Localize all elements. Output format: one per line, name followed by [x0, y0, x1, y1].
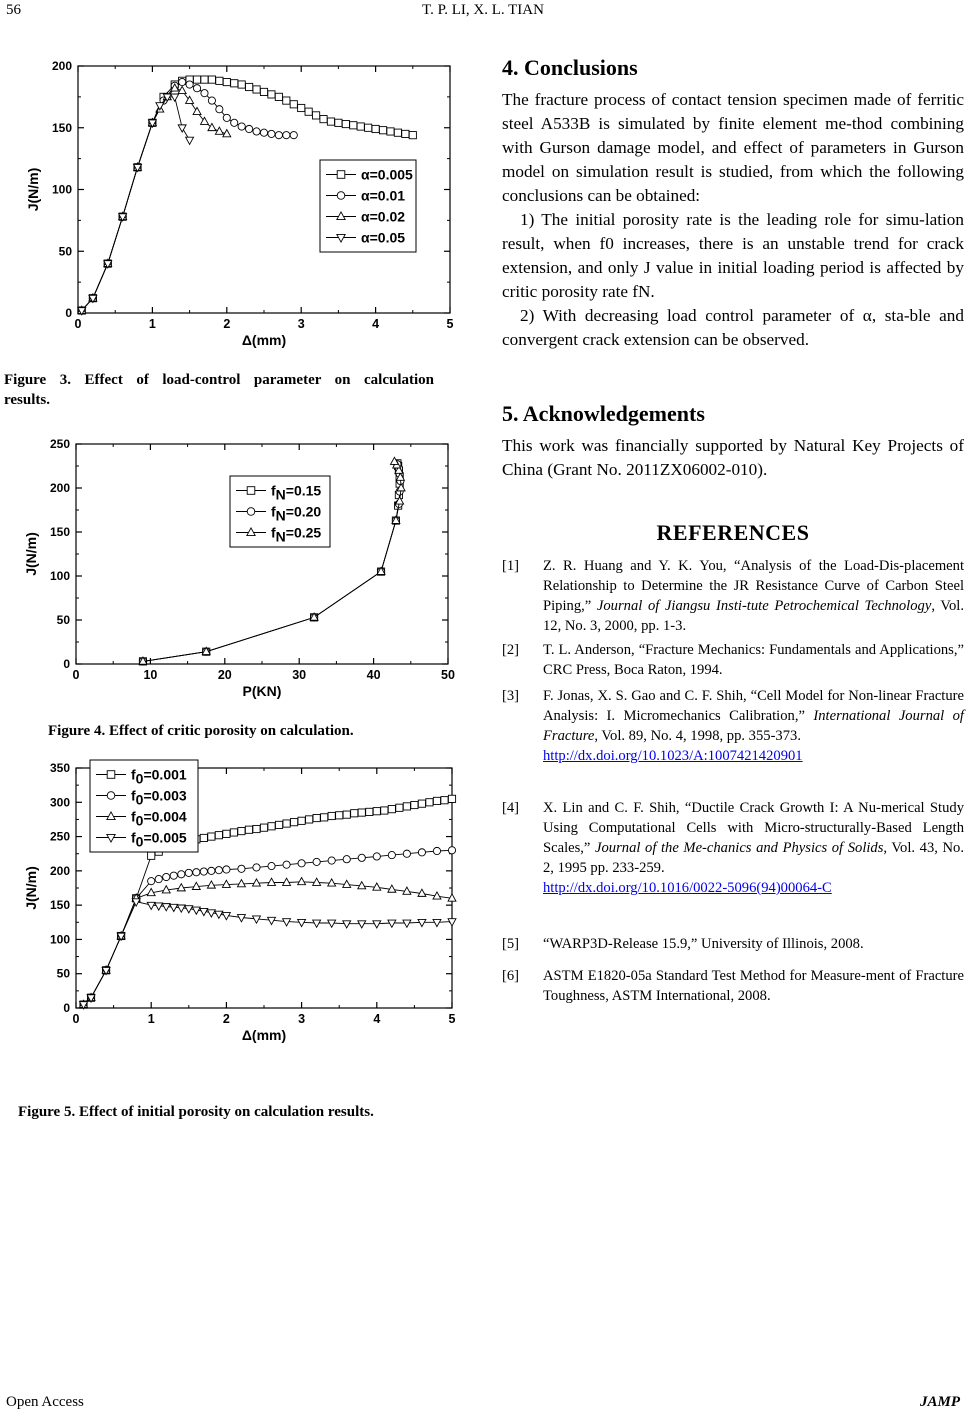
data-point	[379, 127, 386, 134]
y-tick-label: 250	[49, 437, 70, 451]
legend-entry: f0=0.001	[131, 766, 187, 787]
data-point	[357, 123, 364, 130]
y-tick-label: 100	[51, 182, 72, 197]
data-point	[223, 78, 230, 85]
legend-entry: f0=0.005	[131, 829, 187, 850]
data-point	[283, 97, 290, 104]
reference-item	[502, 556, 964, 636]
data-point	[306, 816, 313, 823]
data-point	[246, 83, 253, 90]
reference-doi-link[interactable]: http://dx.doi.org/10.1016/0022-5096(94)00064-C	[543, 880, 832, 896]
figure-5-caption: Figure 5. Effect of initial porosity on calculation results.	[18, 1104, 374, 1120]
data-point	[185, 869, 192, 876]
data-point	[298, 919, 306, 926]
data-point	[201, 90, 208, 97]
series-circle	[80, 847, 456, 1008]
data-point	[268, 91, 275, 98]
data-point	[148, 878, 155, 885]
data-point	[402, 130, 409, 137]
data-point	[260, 824, 267, 831]
data-point	[178, 871, 185, 878]
reference-item	[502, 640, 964, 680]
reference-text: X. Lin and C. F. Shih, “Ductile Crack Growth I: A Nu-merical Study Using Computational Cells with Micro-structurally-Based Length Scales,” Journal of the Me-chanics and Physics of Solids, Vol. 43, No. 2, 1995 pp. 233-259.	[543, 800, 964, 876]
data-point	[155, 875, 162, 882]
series-line	[84, 850, 453, 1004]
y-tick-label: 200	[51, 59, 72, 73]
data-point	[418, 800, 425, 807]
data-point	[433, 847, 440, 854]
reference-number: [1]	[502, 558, 520, 574]
data-point	[358, 921, 366, 928]
figure-3-caption-line2: results.	[4, 392, 50, 408]
data-point	[327, 118, 334, 125]
data-point	[418, 849, 425, 856]
figure-3-caption	[4, 370, 434, 410]
x-tick-label: 20	[217, 668, 232, 682]
chart-legend	[320, 160, 416, 252]
data-point	[290, 101, 297, 108]
data-point	[351, 810, 358, 817]
data-point	[208, 97, 215, 104]
data-point	[238, 827, 245, 834]
figure-4-chart	[2, 430, 462, 710]
data-point	[155, 903, 163, 910]
y-tick-label: 200	[49, 481, 70, 495]
data-point	[283, 132, 290, 139]
data-point	[448, 795, 455, 802]
data-point	[238, 865, 245, 872]
reference-text: T. L. Anderson, “Fracture Mechanics: Fundamentals and Applications,” CRC Press, Boca Raton, 1994.	[543, 642, 964, 678]
data-point	[313, 858, 320, 865]
data-point	[148, 852, 155, 859]
legend-entry: f0=0.004	[131, 808, 187, 829]
data-point	[247, 508, 255, 516]
data-point	[193, 107, 201, 114]
data-point	[433, 919, 441, 926]
y-tick-label: 100	[49, 932, 70, 947]
data-point	[178, 125, 186, 132]
chart-svg	[2, 758, 462, 1093]
y-tick-label: 0	[63, 1001, 70, 1015]
series-triangle-down	[78, 94, 194, 315]
y-tick-label: 150	[51, 120, 72, 135]
reference-number: [2]	[502, 642, 520, 658]
data-point	[268, 917, 276, 924]
data-point	[388, 851, 395, 858]
data-point	[193, 76, 200, 83]
data-point	[342, 120, 349, 127]
y-axis-label: J(N/m)	[25, 167, 41, 212]
data-point	[260, 129, 267, 136]
data-point	[441, 797, 448, 804]
data-point	[328, 879, 336, 886]
data-point	[215, 127, 223, 134]
conclusions-section	[502, 55, 964, 352]
y-tick-label: 50	[58, 244, 72, 259]
data-point	[366, 808, 373, 815]
x-tick-label: 4	[372, 317, 380, 331]
reference-item	[502, 798, 964, 898]
legend-entry: α=0.005	[361, 166, 413, 183]
data-point	[179, 78, 186, 85]
y-axis-label: J(N/m)	[23, 532, 39, 576]
data-point	[335, 119, 342, 126]
data-point	[312, 112, 319, 119]
data-point	[343, 811, 350, 818]
reference-text: F. Jonas, X. S. Gao and C. F. Shih, “Cell Model for Non-linear Fracture Analysis: I. Micromechanics Calibration,” International Journal of Fracture, Vol. 89, No. 4, 1998, pp. 355-373.	[543, 688, 964, 744]
data-point	[337, 171, 345, 179]
data-point	[223, 830, 230, 837]
footer-open-access: Open Access	[6, 1394, 84, 1410]
data-point	[208, 123, 216, 130]
conclusions-heading: 4. Conclusions	[502, 55, 638, 80]
chart-svg	[2, 50, 462, 360]
legend-entry: f0=0.003	[131, 787, 187, 808]
reference-item	[502, 966, 964, 1006]
data-point	[177, 884, 185, 891]
data-point	[163, 873, 170, 880]
x-tick-label: 40	[366, 668, 381, 682]
data-point	[388, 920, 396, 927]
reference-item	[502, 686, 964, 766]
data-point	[223, 114, 230, 121]
series-line	[82, 97, 190, 311]
data-point	[358, 854, 365, 861]
reference-number: [6]	[502, 968, 520, 984]
reference-text: “WARP3D-Release 15.9,” University of Illinois, 2008.	[543, 936, 864, 952]
data-point	[372, 125, 379, 132]
data-point	[223, 866, 230, 873]
data-point	[387, 128, 394, 135]
data-point	[283, 861, 290, 868]
data-point	[328, 857, 335, 864]
data-point	[253, 128, 260, 135]
x-tick-label: 10	[143, 668, 158, 682]
chart-legend	[90, 760, 198, 852]
references-heading: REFERENCES	[656, 520, 810, 545]
y-tick-label: 0	[63, 657, 70, 671]
data-point	[147, 902, 155, 909]
data-point	[253, 879, 261, 886]
y-tick-label: 50	[56, 613, 70, 627]
data-point	[186, 81, 193, 88]
x-tick-label: 0	[72, 668, 80, 682]
data-point	[433, 797, 440, 804]
reference-doi-link[interactable]: http://dx.doi.org/10.1023/A:1007421420901	[543, 748, 803, 764]
data-point	[298, 878, 306, 885]
data-point	[298, 860, 305, 867]
data-point	[373, 921, 381, 928]
reference-item	[502, 934, 964, 954]
data-point	[275, 93, 282, 100]
reference-text: Z. R. Huang and Y. K. You, “Analysis of the Load-Dis-placement Relationship to Determine the JR Resistance Curve of Carbon Steel Piping,” Journal of Jiangsu Insti-tute Petrochemical Technology, Vol. 12, No. 3, 2000, pp. 1-3.	[543, 558, 965, 634]
figure-3-caption-line1: Figure 3. Effect of load-control parameter on calculation	[4, 372, 434, 388]
chart-legend	[230, 476, 330, 547]
data-point	[290, 819, 297, 826]
data-point	[207, 881, 215, 888]
figure-4-caption: Figure 4. Effect of critic porosity on calculation.	[48, 723, 354, 739]
x-tick-label: 2	[222, 1012, 230, 1026]
data-point	[343, 880, 351, 887]
data-point	[260, 88, 267, 95]
data-point	[411, 801, 418, 808]
data-point	[396, 804, 403, 811]
data-point	[230, 829, 237, 836]
data-point	[313, 878, 321, 885]
data-point	[320, 116, 327, 123]
data-point	[343, 856, 350, 863]
data-point	[107, 771, 115, 779]
acknowledgements-text: This work was financially supported by Natural Key Projects of China (Grant No. 2011ZX06002-010).	[502, 436, 964, 479]
data-point	[426, 799, 433, 806]
conclusions-item-2: 2) With decreasing load control parameter of α, sta-ble and convergent crack extension can be observed.	[502, 306, 964, 349]
data-point	[231, 80, 238, 87]
footer-journal: JAMP	[919, 1394, 960, 1410]
data-point	[448, 847, 455, 854]
data-point	[298, 817, 305, 824]
reference-number: [3]	[502, 688, 520, 704]
data-point	[388, 806, 395, 813]
series-line	[82, 82, 294, 310]
y-tick-label: 100	[49, 569, 70, 583]
data-point	[283, 820, 290, 827]
x-tick-label: 3	[298, 1012, 306, 1026]
x-tick-label: 1	[147, 1012, 155, 1026]
data-point	[253, 86, 260, 93]
data-point	[283, 919, 291, 926]
y-tick-label: 350	[49, 761, 70, 775]
data-point	[373, 808, 380, 815]
data-point	[238, 123, 245, 130]
x-axis-label: Δ(mm)	[241, 1027, 287, 1043]
data-point	[216, 77, 223, 84]
reference-number: [5]	[502, 936, 520, 952]
conclusions-intro: The fracture process of contact tension specimen made of ferritic steel A533B is simulated by finite element me-thod combining with Gurson damage model, and effect of parameters in Gurson model on simulation result is studied, from which the following conclusions can be obtained:	[502, 90, 964, 205]
x-tick-label: 30	[292, 668, 307, 682]
data-point	[343, 921, 351, 928]
data-point	[208, 867, 215, 874]
y-tick-label: 150	[49, 525, 70, 539]
y-tick-label: 50	[56, 966, 70, 981]
data-point	[336, 812, 343, 819]
data-point	[275, 132, 282, 139]
y-tick-label: 200	[49, 863, 70, 878]
data-point	[328, 920, 336, 927]
data-point	[222, 880, 230, 887]
legend-entry: α=0.02	[361, 208, 406, 225]
y-tick-label: 150	[49, 898, 70, 913]
legend-entry: α=0.05	[361, 229, 406, 246]
conclusions-item-1: 1) The initial porosity rate is the leading role for simu-lation result, when f0 increases, there is an unstable trend for crack extension, and only J value in initial loading period is affected by critic porosity rate fN.	[502, 210, 964, 301]
legend-entry: α=0.01	[361, 187, 406, 204]
data-point	[268, 878, 276, 885]
data-point	[200, 868, 207, 875]
x-tick-label: 0	[74, 317, 82, 331]
data-point	[381, 807, 388, 814]
data-point	[373, 853, 380, 860]
data-point	[162, 904, 170, 911]
data-point	[283, 878, 291, 885]
x-tick-label: 5	[446, 317, 454, 331]
data-point	[268, 862, 275, 869]
data-point	[418, 919, 426, 926]
data-point	[107, 792, 115, 800]
data-point	[337, 192, 345, 200]
data-point	[208, 76, 215, 83]
figure-5-chart	[2, 758, 462, 1093]
data-point	[245, 826, 252, 833]
data-point	[365, 124, 372, 131]
y-tick-label: 0	[65, 306, 72, 320]
reference-journal: Journal of the Me-chanics and Physics of Solids	[595, 840, 884, 856]
x-tick-label: 5	[448, 1012, 456, 1026]
data-point	[231, 119, 238, 126]
data-point	[186, 137, 194, 144]
data-point	[313, 814, 320, 821]
figure-3-chart	[2, 50, 462, 360]
data-point	[253, 825, 260, 832]
x-tick-label: 2	[223, 317, 231, 331]
data-point	[216, 106, 223, 113]
data-point	[394, 129, 401, 136]
acknowledgements-heading: 5. Acknowledgements	[502, 401, 705, 426]
acknowledgements-section	[502, 401, 964, 482]
data-point	[253, 864, 260, 871]
y-tick-label: 300	[49, 795, 70, 810]
data-point	[305, 108, 312, 115]
data-point	[275, 821, 282, 828]
reference-journal: International Journal of Fracture	[543, 708, 964, 744]
data-point	[290, 132, 297, 139]
data-point	[200, 834, 207, 841]
x-tick-label: 3	[297, 317, 305, 331]
data-point	[156, 103, 164, 110]
x-tick-label: 1	[148, 317, 156, 331]
series-circle	[78, 78, 297, 314]
reference-journal: Journal of Jiangsu Insti-tute Petrochemical Technology	[596, 598, 932, 614]
data-point	[193, 869, 200, 876]
data-point	[403, 920, 411, 927]
data-point	[238, 81, 245, 88]
x-axis-label: P(KN)	[242, 683, 282, 699]
series-triangle-down	[80, 899, 456, 1009]
data-point	[409, 132, 416, 139]
data-point	[403, 850, 410, 857]
data-point	[268, 823, 275, 830]
data-point	[350, 122, 357, 129]
y-axis-label: J(N/m)	[23, 866, 39, 910]
legend-entry: fN=0.25	[271, 524, 322, 545]
reference-number: [4]	[502, 800, 520, 816]
x-tick-label: 50	[441, 668, 455, 682]
data-point	[268, 130, 275, 137]
x-axis-label: Δ(mm)	[241, 332, 287, 348]
reference-text: ASTM E1820-05a Standard Test Method for Measure-ment of Fracture Toughness, ASTM International, 2008.	[543, 968, 964, 1004]
data-point	[247, 487, 255, 495]
data-point	[298, 104, 305, 111]
data-point	[313, 920, 321, 927]
data-point	[321, 814, 328, 821]
data-point	[403, 803, 410, 810]
data-point	[170, 904, 178, 911]
chart-svg	[2, 430, 462, 710]
data-point	[193, 85, 200, 92]
page-number: 56	[6, 2, 21, 18]
series-triangle-up	[80, 878, 456, 1008]
data-point	[201, 76, 208, 83]
data-point	[215, 832, 222, 839]
data-point	[328, 812, 335, 819]
data-point	[208, 833, 215, 840]
x-tick-label: 4	[373, 1012, 381, 1026]
running-head-authors: T. P. LI, X. L. TIAN	[422, 2, 544, 18]
data-point	[246, 125, 253, 132]
legend-entry: fN=0.15	[271, 482, 322, 503]
data-point	[237, 880, 245, 887]
y-tick-label: 250	[49, 829, 70, 844]
legend-entry: fN=0.20	[271, 503, 322, 524]
data-point	[170, 872, 177, 879]
x-tick-label: 0	[72, 1012, 80, 1026]
data-point	[215, 867, 222, 874]
data-point	[358, 809, 365, 816]
